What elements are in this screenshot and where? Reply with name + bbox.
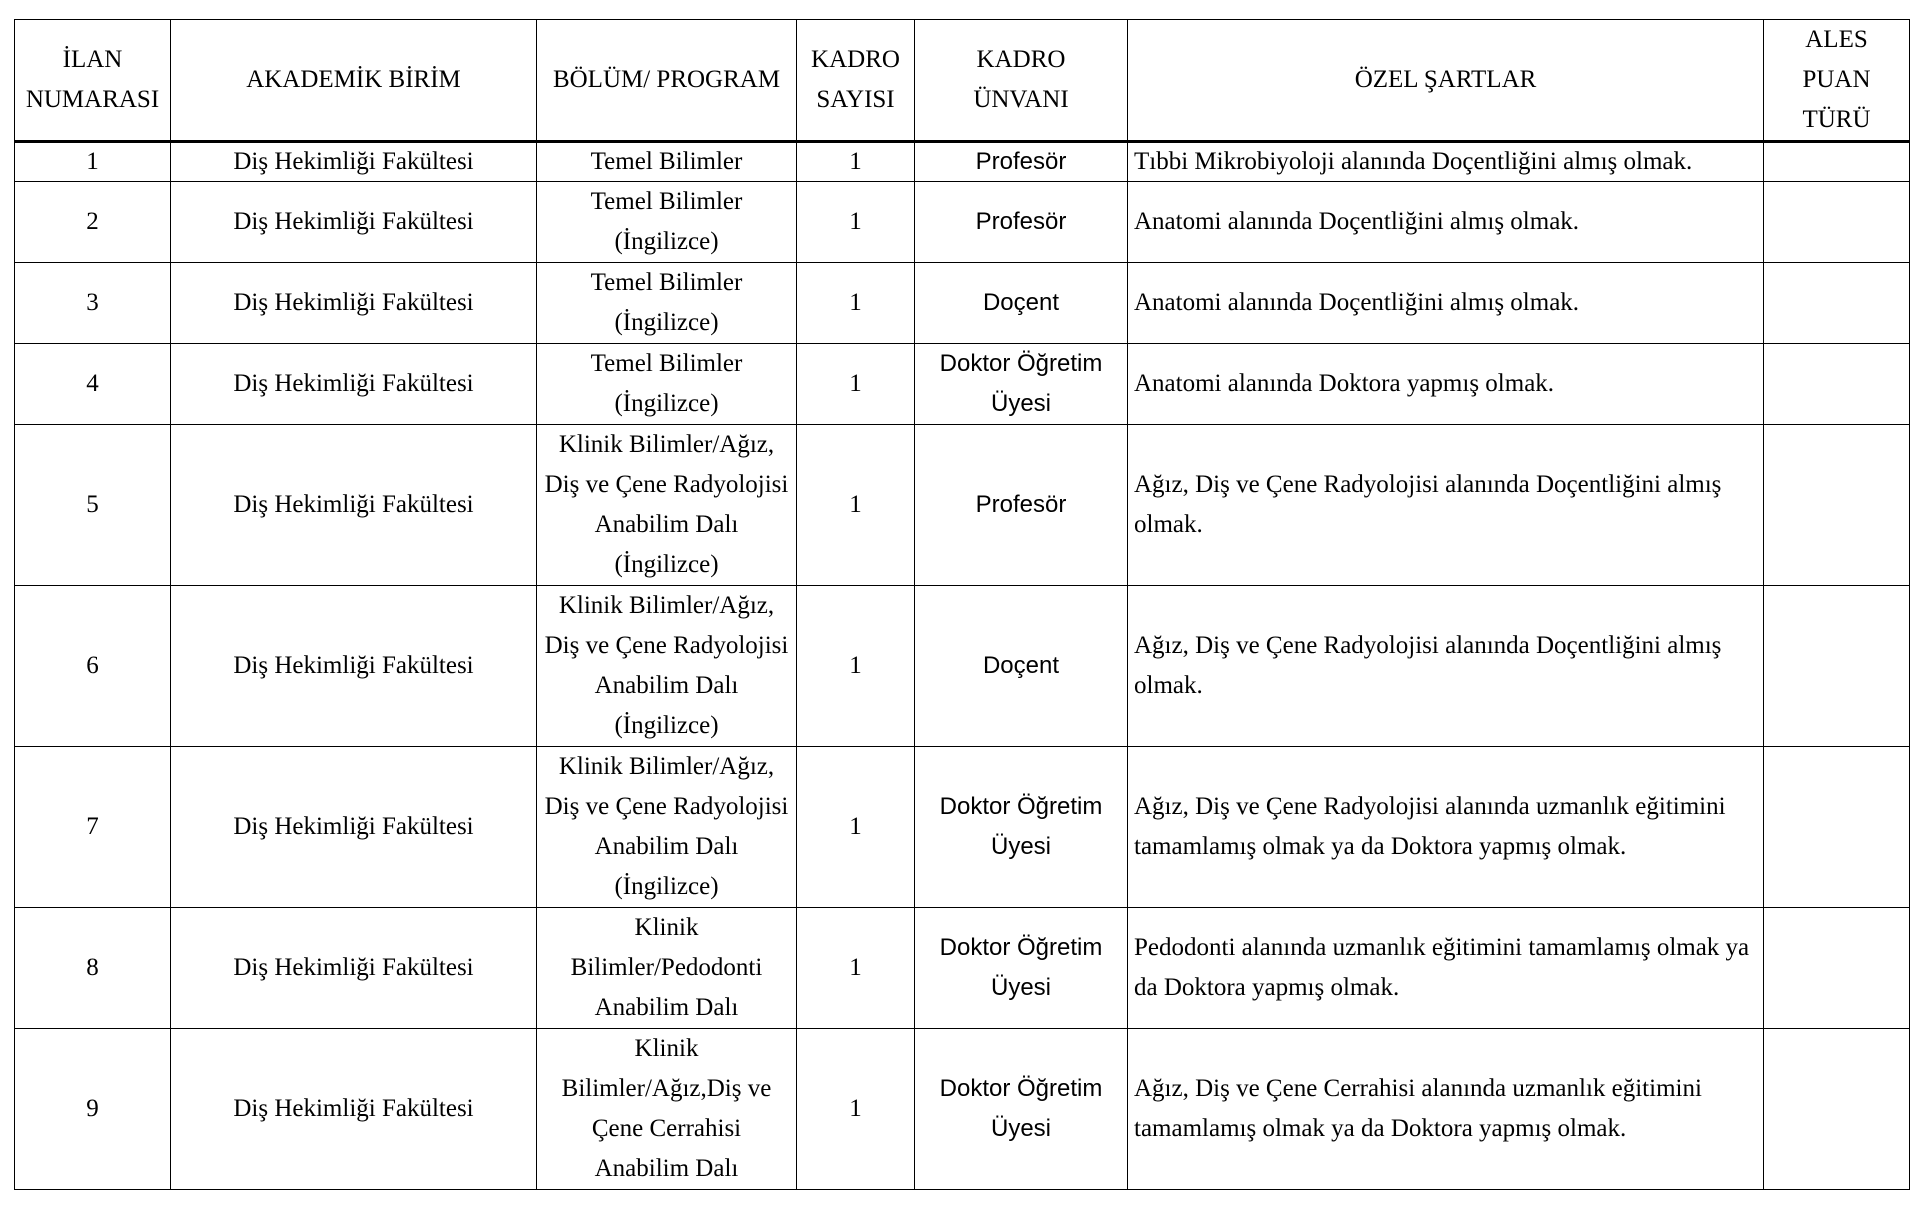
cell-akademik-birim: Diş Hekimliği Fakültesi bbox=[171, 142, 537, 182]
header-kadro-sayisi bbox=[797, 20, 915, 142]
header-line: AKADEMİK BİRİM bbox=[246, 66, 461, 93]
cell-bolum-program: Temel Bilimler bbox=[537, 142, 797, 182]
cell-ales-puan-turu bbox=[1764, 263, 1910, 344]
cell-kadro-sayisi: 1 bbox=[797, 908, 915, 1029]
cell-kadro-unvani: Doçent bbox=[915, 586, 1128, 747]
header-line: İLAN bbox=[62, 46, 123, 73]
cell-ozel-sartlar: Pedodonti alanında uzmanlık eğitimini tamamlamış olmak ya da Doktora yapmış olmak. bbox=[1128, 908, 1764, 1029]
cell-ales-puan-turu bbox=[1764, 1029, 1910, 1190]
header-ozel-sartlar bbox=[1128, 20, 1764, 142]
cell-ozel-sartlar: Anatomi alanında Doçentliğini almış olmak. bbox=[1128, 263, 1764, 344]
cell-kadro-unvani: Doktor Öğretim Üyesi bbox=[915, 1029, 1128, 1190]
header-ilan-numarasi bbox=[15, 20, 171, 142]
cell-akademik-birim: Diş Hekimliği Fakültesi bbox=[171, 1029, 537, 1190]
cell-ozel-sartlar: Ağız, Diş ve Çene Radyolojisi alanında Doçentliğini almış olmak. bbox=[1128, 586, 1764, 747]
cell-ilan-no: 8 bbox=[15, 908, 171, 1029]
announcement-sheet bbox=[14, 19, 1910, 1190]
table-row bbox=[15, 425, 1910, 586]
table-row bbox=[15, 908, 1910, 1029]
cell-akademik-birim: Diş Hekimliği Fakültesi bbox=[171, 425, 537, 586]
cell-bolum-program: Klinik Bilimler/Ağız,Diş ve Çene Cerrahisi Anabilim Dalı bbox=[537, 1029, 797, 1190]
table-row bbox=[15, 263, 1910, 344]
cell-ozel-sartlar: Ağız, Diş ve Çene Cerrahisi alanında uzmanlık eğitimini tamamlamış olmak ya da Doktora yapmış olmak. bbox=[1128, 1029, 1764, 1190]
cell-ales-puan-turu bbox=[1764, 344, 1910, 425]
table-row bbox=[15, 142, 1910, 182]
cell-bolum-program: Klinik Bilimler/Ağız, Diş ve Çene Radyolojisi Anabilim Dalı (İngilizce) bbox=[537, 747, 797, 908]
header-line: PUAN bbox=[1802, 66, 1871, 93]
table-row bbox=[15, 1029, 1910, 1190]
cell-ilan-no: 3 bbox=[15, 263, 171, 344]
cell-kadro-unvani: Doktor Öğretim Üyesi bbox=[915, 747, 1128, 908]
header-line: NUMARASI bbox=[25, 86, 160, 113]
header-line: KADRO bbox=[976, 46, 1066, 73]
header-line: SAYISI bbox=[816, 86, 895, 113]
cell-akademik-birim: Diş Hekimliği Fakültesi bbox=[171, 344, 537, 425]
cell-ilan-no: 7 bbox=[15, 747, 171, 908]
cell-kadro-unvani: Doktor Öğretim Üyesi bbox=[915, 908, 1128, 1029]
header-line: BÖLÜM/ PROGRAM bbox=[552, 66, 781, 93]
cell-kadro-sayisi: 1 bbox=[797, 586, 915, 747]
header-line: ALES bbox=[1805, 26, 1868, 53]
header-line: KADRO bbox=[811, 46, 900, 73]
cell-ozel-sartlar: Anatomi alanında Doçentliğini almış olmak. bbox=[1128, 182, 1764, 263]
cell-bolum-program: Temel Bilimler (İngilizce) bbox=[537, 344, 797, 425]
cell-kadro-unvani: Profesör bbox=[915, 142, 1128, 182]
cell-kadro-sayisi: 1 bbox=[797, 182, 915, 263]
cell-kadro-sayisi: 1 bbox=[797, 263, 915, 344]
header-row bbox=[15, 20, 1910, 142]
cell-akademik-birim: Diş Hekimliği Fakültesi bbox=[171, 182, 537, 263]
cell-ozel-sartlar: Ağız, Diş ve Çene Radyolojisi alanında uzmanlık eğitimini tamamlamış olmak ya da Doktora yapmış olmak. bbox=[1128, 747, 1764, 908]
cell-akademik-birim: Diş Hekimliği Fakültesi bbox=[171, 908, 537, 1029]
cell-akademik-birim: Diş Hekimliği Fakültesi bbox=[171, 747, 537, 908]
header-line: ÖZEL ŞARTLAR bbox=[1354, 66, 1537, 93]
cell-akademik-birim: Diş Hekimliği Fakültesi bbox=[171, 263, 537, 344]
cell-ales-puan-turu bbox=[1764, 747, 1910, 908]
cell-kadro-unvani: Profesör bbox=[915, 182, 1128, 263]
cell-bolum-program: Klinik Bilimler/Ağız, Diş ve Çene Radyolojisi Anabilim Dalı (İngilizce) bbox=[537, 586, 797, 747]
cell-ilan-no: 9 bbox=[15, 1029, 171, 1190]
header-kadro-unvani bbox=[915, 20, 1128, 142]
cell-ozel-sartlar: Tıbbi Mikrobiyoloji alanında Doçentliğini almış olmak. bbox=[1128, 142, 1764, 182]
cell-ilan-no: 2 bbox=[15, 182, 171, 263]
cell-ilan-no: 5 bbox=[15, 425, 171, 586]
table-row bbox=[15, 182, 1910, 263]
cell-ales-puan-turu bbox=[1764, 425, 1910, 586]
cell-ales-puan-turu bbox=[1764, 586, 1910, 747]
cell-kadro-unvani: Doktor Öğretim Üyesi bbox=[915, 344, 1128, 425]
header-line: TÜRÜ bbox=[1802, 106, 1871, 133]
cell-ozel-sartlar: Ağız, Diş ve Çene Radyolojisi alanında Doçentliğini almış olmak. bbox=[1128, 425, 1764, 586]
cell-kadro-unvani: Profesör bbox=[915, 425, 1128, 586]
cell-bolum-program: Klinik Bilimler/Pedodonti Anabilim Dalı bbox=[537, 908, 797, 1029]
header-bolum-program bbox=[537, 20, 797, 142]
cell-ozel-sartlar: Anatomi alanında Doktora yapmış olmak. bbox=[1128, 344, 1764, 425]
header-line: ÜNVANI bbox=[973, 86, 1069, 113]
cell-kadro-sayisi: 1 bbox=[797, 142, 915, 182]
position-table bbox=[14, 19, 1910, 1190]
cell-kadro-unvani: Doçent bbox=[915, 263, 1128, 344]
header-akademik-birim bbox=[171, 20, 537, 142]
cell-ales-puan-turu bbox=[1764, 908, 1910, 1029]
cell-kadro-sayisi: 1 bbox=[797, 747, 915, 908]
cell-ales-puan-turu bbox=[1764, 182, 1910, 263]
cell-kadro-sayisi: 1 bbox=[797, 1029, 915, 1190]
cell-bolum-program: Klinik Bilimler/Ağız, Diş ve Çene Radyolojisi Anabilim Dalı (İngilizce) bbox=[537, 425, 797, 586]
cell-akademik-birim: Diş Hekimliği Fakültesi bbox=[171, 586, 537, 747]
cell-ilan-no: 6 bbox=[15, 586, 171, 747]
table-row bbox=[15, 747, 1910, 908]
header-ales-puan-turu bbox=[1764, 20, 1910, 142]
cell-kadro-sayisi: 1 bbox=[797, 425, 915, 586]
table-row bbox=[15, 586, 1910, 747]
cell-kadro-sayisi: 1 bbox=[797, 344, 915, 425]
cell-ales-puan-turu bbox=[1764, 142, 1910, 182]
cell-bolum-program: Temel Bilimler (İngilizce) bbox=[537, 182, 797, 263]
cell-ilan-no: 1 bbox=[15, 142, 171, 182]
table-row bbox=[15, 344, 1910, 425]
cell-ilan-no: 4 bbox=[15, 344, 171, 425]
cell-bolum-program: Temel Bilimler (İngilizce) bbox=[537, 263, 797, 344]
